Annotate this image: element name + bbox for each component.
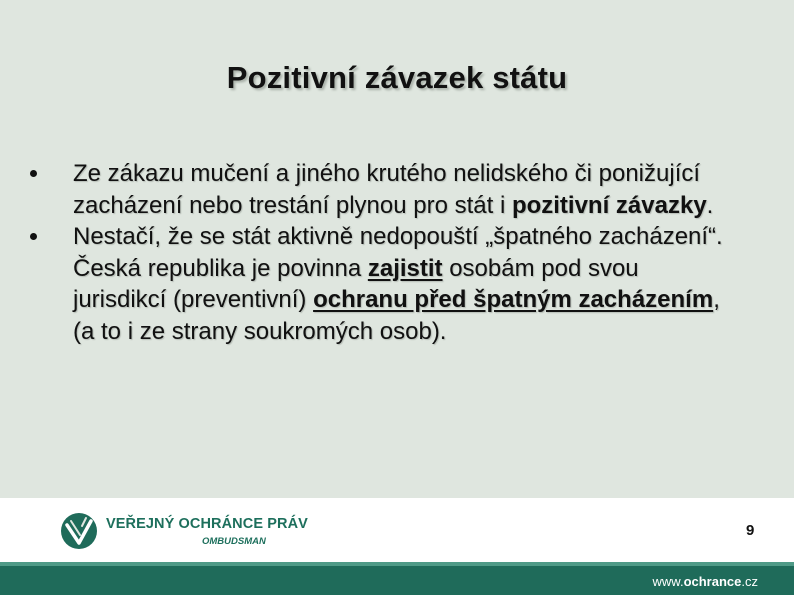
bullet-1-bold-phrase: pozitivní závazky xyxy=(511,191,707,219)
logo-name-text: VEŘEJNÝ OCHRÁNCE PRÁV xyxy=(106,516,308,532)
bullet-2-emphasis-2: ochranu před špatným zacházením xyxy=(313,286,714,313)
bullet-1-text-2: . xyxy=(706,191,714,219)
logo-sub-text: OMBUDSMAN xyxy=(202,536,266,547)
bullet-item-2 xyxy=(30,221,730,347)
footer-logo-band xyxy=(0,498,794,562)
slide-title: Pozitivní závazek státu xyxy=(226,60,568,95)
website-domain: ochrance xyxy=(683,574,742,589)
bullet-item-1 xyxy=(30,158,730,221)
ombudsman-logo-icon xyxy=(60,512,98,550)
website-suffix: .cz xyxy=(741,574,758,589)
bullet-2-text-3: , (a to i ze strany soukromých osob). xyxy=(73,286,720,345)
bullet-1-text-1: Ze zákazu mučení a jiného krutého nelidského či ponižující zacházení nebo trestání plynou pro stát i xyxy=(73,160,701,219)
bullet-2-text-2: osobám pod svou jurisdikcí (preventivní) xyxy=(73,254,639,313)
website-prefix: www. xyxy=(652,574,684,589)
ombudsman-logo xyxy=(60,512,308,552)
footer-bar xyxy=(0,562,794,595)
website-link[interactable] xyxy=(653,574,759,589)
bullet-dot-icon xyxy=(30,170,37,177)
bullet-list xyxy=(30,158,730,347)
page-number: 9 xyxy=(746,522,755,539)
bullet-2-text-1: Nestačí, že se stát aktivně nedopouští „špatného zacházení“. Česká republika je povinna xyxy=(73,223,723,282)
bullet-dot-icon xyxy=(30,233,37,240)
bullet-2-emphasis-1: zajistit xyxy=(367,254,443,282)
